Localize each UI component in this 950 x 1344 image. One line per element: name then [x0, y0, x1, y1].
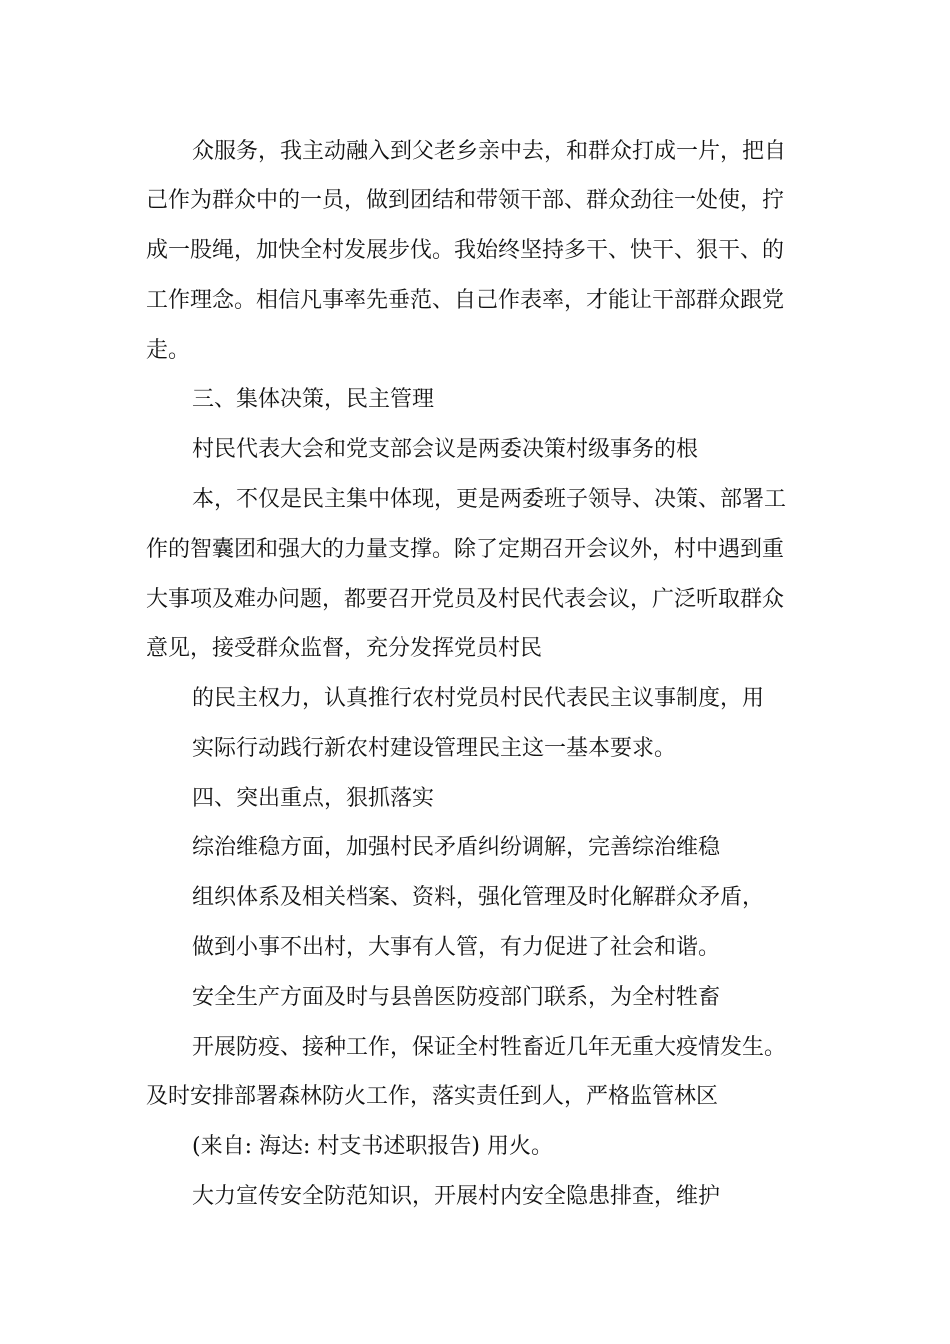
text-line-17: 做到小事不出村，大事有人管，有力促进了社会和谐。: [192, 935, 721, 960]
text-line-20: 及时安排部署森林防火工作，落实责任到人，严格监管林区: [146, 1084, 719, 1109]
text-line-2: 己作为群众中的一员，做到团结和带领干部、群众劲往一处使，拧: [146, 188, 785, 213]
text-line-18: 安全生产方面及时与县兽医防疫部门联系，为全村牲畜: [192, 985, 721, 1010]
text-line-11: 意见，接受群众监督，充分发挥党员村民: [146, 636, 543, 661]
text-line-13: 实际行动践行新农村建设管理民主这一基本要求。: [192, 736, 677, 761]
text-line-16: 组织体系及相关档案、资料，强化管理及时化解群众矛盾，: [192, 885, 765, 910]
section-heading-4: 四、突出重点，狠抓落实: [192, 786, 435, 811]
text-line-4: 工作理念。相信凡事率先垂范、自己作表率，才能让干部群众跟党: [146, 288, 785, 313]
text-line-5: 走。: [146, 338, 191, 363]
source-note-line: (来自: 海达: 村支书述职报告) 用火。: [192, 1134, 553, 1159]
text-line-15: 综治维稳方面，加强村民矛盾纠纷调解，完善综治维稳: [192, 835, 721, 860]
text-line-7: 村民代表大会和党支部会议是两委决策村级事务的根: [192, 437, 699, 462]
text-line-19: 开展防疫、接种工作，保证全村牲畜近几年无重大疫情发生。: [192, 1035, 787, 1060]
text-line-3: 成一股绳，加快全村发展步伐。我始终坚持多干、快干、狠干、的: [146, 238, 785, 263]
text-line-1: 众服务，我主动融入到父老乡亲中去，和群众打成一片，把自: [192, 139, 787, 164]
text-line-8: 本，不仅是民主集中体现，更是两委班子领导、决策、部署工: [192, 487, 787, 512]
text-line-22: 大力宣传安全防范知识，开展村内安全隐患排查，维护: [192, 1184, 721, 1209]
text-line-9: 作的智囊团和强大的力量支撑。除了定期召开会议外，村中遇到重: [146, 537, 785, 562]
text-line-10: 大事项及难办问题，都要召开党员及村民代表会议，广泛听取群众: [146, 587, 785, 612]
section-heading-3: 三、集体决策，民主管理: [192, 387, 435, 412]
text-line-12: 的民主权力，认真推行农村党员村民代表民主议事制度，用: [192, 686, 765, 711]
